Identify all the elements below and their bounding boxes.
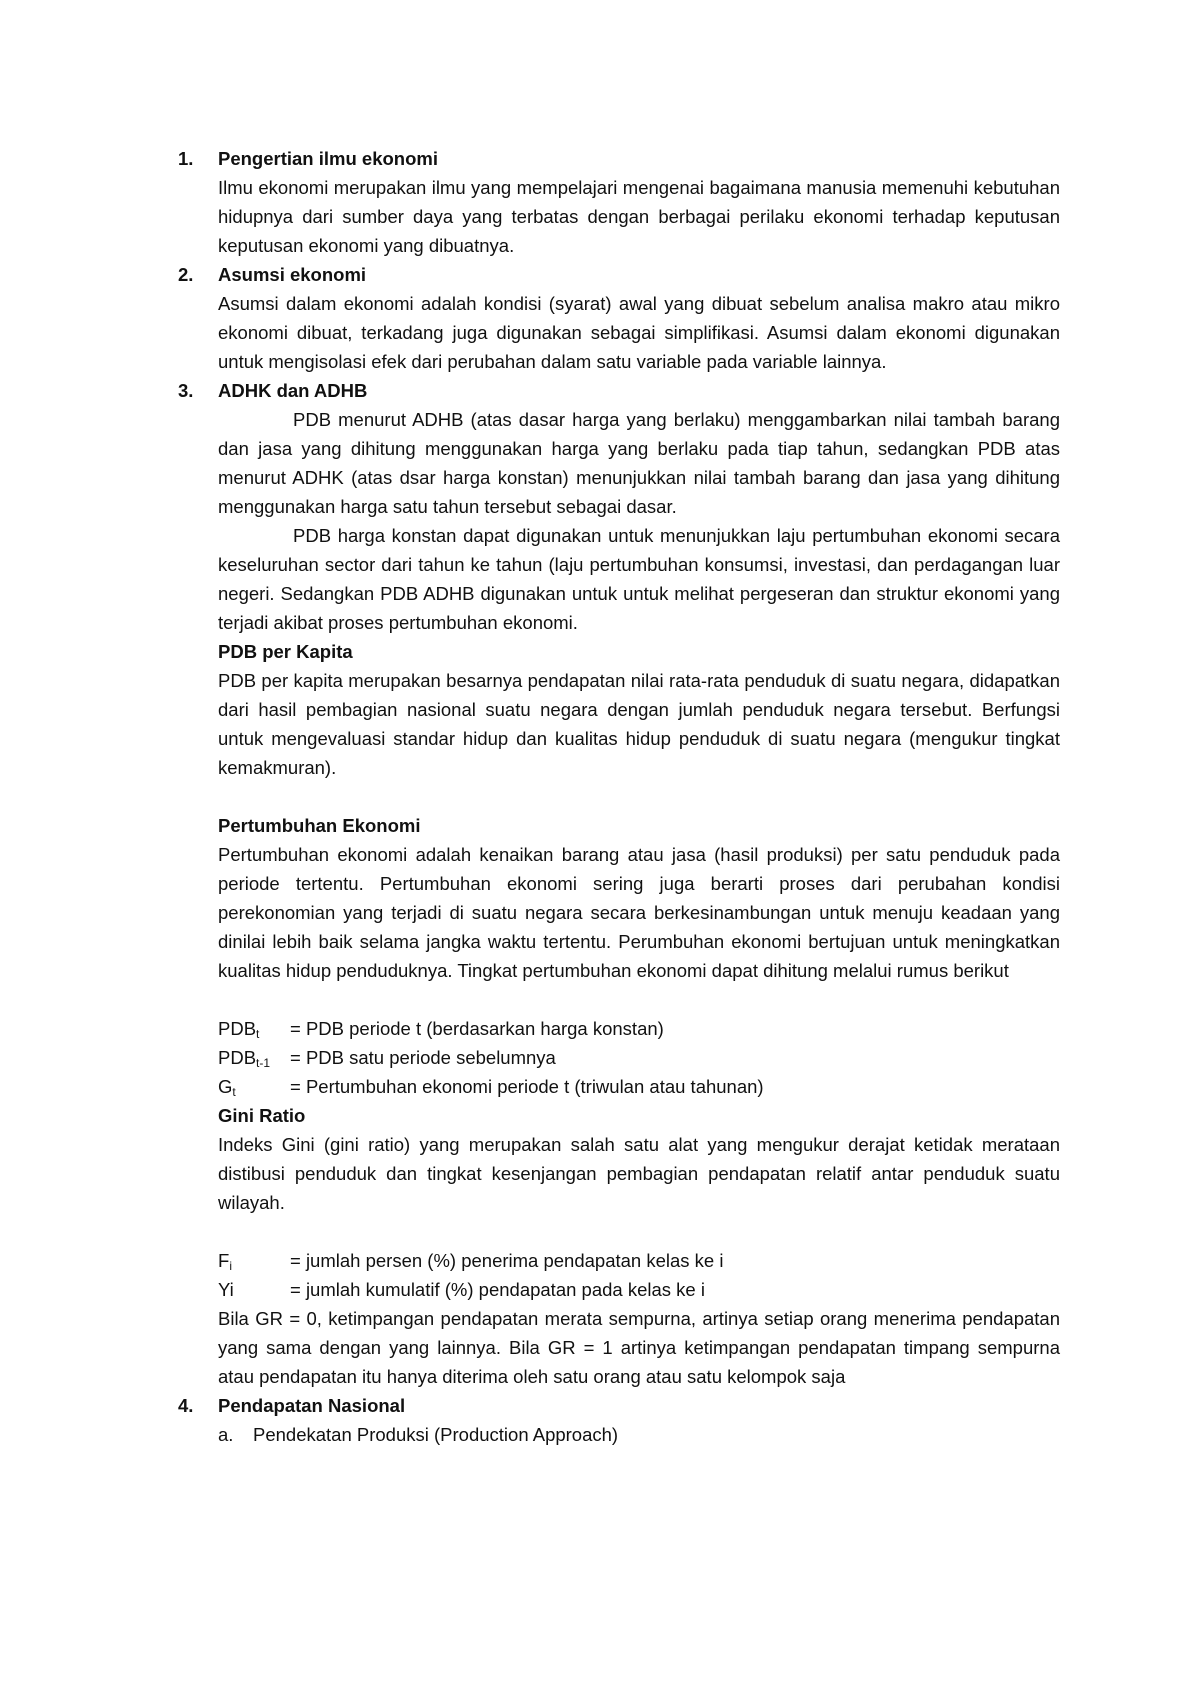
definition-row	[218, 1043, 1060, 1072]
section-heading: Pengertian ilmu ekonomi	[218, 148, 438, 169]
section-number: 1.	[178, 148, 194, 169]
section-2	[178, 260, 1060, 376]
gini-ratio-paragraph: Indeks Gini (gini ratio) yang merupakan salah satu alat yang mengukur derajat ketidak merataan distibusi penduduk dan tingkat kesenjangan pembagian pendapatan relatif antar penduduk suatu wilayah.	[218, 1134, 1060, 1213]
section-heading: Asumsi ekonomi	[218, 264, 367, 285]
gini-interpretation-paragraph: Bila GR = 0, ketimpangan pendapatan merata sempurna, artinya setiap orang menerima pendapatan yang sama dengan yang lainnya. Bila GR = 1 artinya ketimpangan pendapatan timpang sempurna atau pendapatan itu hanya diterima oleh satu orang atau satu kelompok saja	[218, 1308, 1060, 1387]
section-4	[178, 1391, 1060, 1449]
section-heading: ADHK dan ADHB	[218, 380, 368, 401]
blank-line	[218, 782, 1060, 811]
gini-definitions	[218, 1246, 1060, 1304]
section-heading: Pendapatan Nasional	[218, 1395, 406, 1416]
list-item-letter: a.	[218, 1424, 234, 1445]
definition-text: = jumlah kumulatif (%) pendapatan pada kelas ke i	[290, 1279, 705, 1300]
section-3	[178, 376, 1060, 1391]
section-number: 3.	[178, 380, 194, 401]
definition-text: = PDB periode t (berdasarkan harga konstan)	[290, 1018, 664, 1039]
section-number: 2.	[178, 264, 194, 285]
list-item-text: Pendekatan Produksi (Production Approach)	[253, 1424, 619, 1445]
definition-symbol: $PDB_t$	[218, 1018, 260, 1041]
blank-line	[218, 1217, 1060, 1246]
pertumbuhan-ekonomi-heading: Pertumbuhan Ekonomi	[218, 815, 421, 836]
definition-row	[218, 1014, 1060, 1043]
definition-symbol: $F_i$	[218, 1250, 232, 1273]
definition-row	[218, 1246, 1060, 1275]
definition-text: = PDB satu periode sebelumnya	[290, 1047, 556, 1068]
adhb-paragraph: PDB menurut ADHB (atas dasar harga yang berlaku) menggambarkan nilai tambah barang dan jasa yang dihitung menggunakan harga yang berlaku pada tiap tahun, sedangkan PDB atas menurut ADHK (atas dsar harga konstan) menunjukkan nilai tambah barang dan jasa yang dihitung menggunakan harga satu tahun tersebut sebagai dasar.	[218, 409, 1060, 517]
section-1	[178, 144, 1060, 260]
document-content	[178, 144, 1060, 1449]
section-paragraph: Asumsi dalam ekonomi adalah kondisi (syarat) awal yang dibuat sebelum analisa makro atau mikro ekonomi dibuat, terkadang juga digunakan sebagai simplifikasi. Asumsi dalam ekonomi digunakan untuk mengisolasi efek dari perubahan dalam satu variable pada variable lainnya.	[218, 293, 1060, 372]
pertumbuhan-ekonomi-paragraph: Pertumbuhan ekonomi adalah kenaikan barang atau jasa (hasil produksi) per satu penduduk pada periode tertentu. Pertumbuhan ekonomi sering juga berarti proses dari perubahan kondisi perekonomian yang terjadi di suatu negara secara berkesinambungan untuk menuju keadaan yang dinilai lebih baik selama jangka waktu tertentu. Perumbuhan ekonomi bertujuan untuk meningkatkan kualitas hidup penduduknya. Tingkat pertumbuhan ekonomi dapat dihitung melalui rumus berikut	[218, 844, 1060, 981]
pdb-per-kapita-paragraph: PDB per kapita merupakan besarnya pendapatan nilai rata-rata penduduk di suatu negara, didapatkan dari hasil pembagian nasional suatu negara dengan jumlah penduduk negara tersebut. Berfungsi untuk mengevaluasi standar hidup dan kualitas hidup penduduk di suatu negara (mengukur tingkat kemakmuran).	[218, 670, 1060, 778]
definition-symbol: $G_t$	[218, 1076, 236, 1099]
definition-row	[218, 1072, 1060, 1101]
section-paragraph: Ilmu ekonomi merupakan ilmu yang mempelajari mengenai bagaimana manusia memenuhi kebutuhan hidupnya dari sumber daya yang terbatas dengan berbagai perilaku ekonomi terhadap keputusan keputusan ekonomi yang dibuatnya.	[218, 177, 1060, 256]
pdb-per-kapita-heading: PDB per Kapita	[218, 641, 353, 662]
adhk-paragraph: PDB harga konstan dapat digunakan untuk menunjukkan laju pertumbuhan ekonomi secara keseluruhan sector dari tahun ke tahun (laju pertumbuhan konsumsi, investasi, dan perdagangan luar negeri. Sedangkan PDB ADHB digunakan untuk untuk melihat pergeseran dan struktur ekonomi yang terjadi akibat proses pertumbuhan ekonomi.	[218, 525, 1060, 633]
growth-definitions	[218, 1014, 1060, 1101]
definition-text: = jumlah persen (%) penerima pendapatan kelas ke i	[290, 1250, 724, 1271]
section-number: 4.	[178, 1395, 194, 1416]
definition-symbol: Yi	[218, 1279, 234, 1300]
definition-text: = Pertumbuhan ekonomi periode t (triwulan atau tahunan)	[290, 1076, 764, 1097]
blank-line	[218, 985, 1060, 1014]
gini-ratio-heading: Gini Ratio	[218, 1105, 306, 1126]
definition-symbol: $PDB_{t-1}$	[218, 1047, 271, 1070]
definition-row	[218, 1275, 1060, 1304]
list-item	[218, 1420, 1060, 1449]
